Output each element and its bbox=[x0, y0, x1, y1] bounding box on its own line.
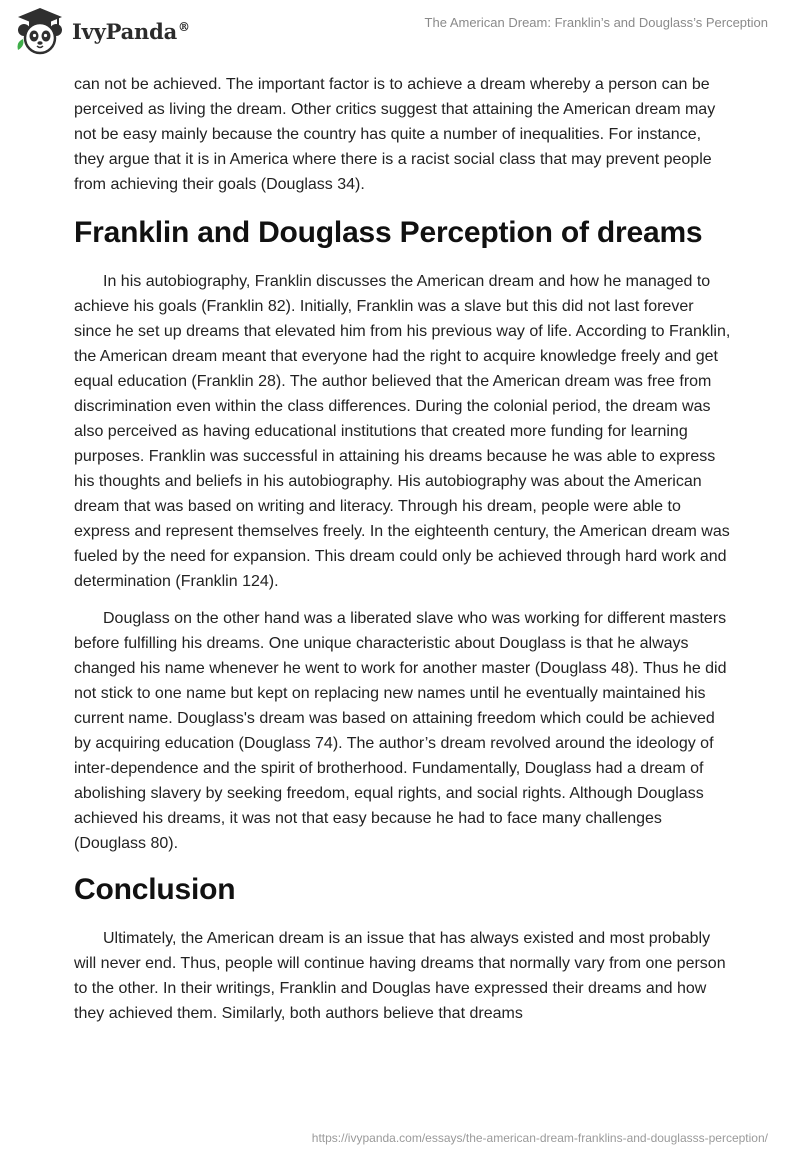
paragraph-douglass: Douglass on the other hand was a liberated slave who was working for different masters before fulfilling his dreams. One unique characteristic about Douglass is that he always changed his name whenever he went to work for another master (Douglass 48). Thus he did not stick to one name but kept on replacing new names until he eventually maintained his current name. Douglass's dream was based on attaining freedom which could be achieved by acquiring education (Douglass 74). The author’s dream revolved around the ideology of inter-dependence and the spirit of brotherhood. Fundamentally, Douglass had a dream of abolishing slavery by seeking freedom, equal rights, and social rights. Although Douglass achieved his dreams, it was not that easy because he had to face many challenges (Douglass 80). bbox=[74, 610, 727, 852]
section-heading-conclusion: Conclusion bbox=[74, 873, 236, 906]
intro-paragraph: can not be achieved. The important factor is to achieve a dream whereby a person can be perceived as living the dream. Other critics suggest that attaining the American dream may not be easy mainly because the country has quite a number of inequalities. For instance, they argue that it is in America where there is a racist social class that may prevent people from achieving their goals (Douglass 34). bbox=[74, 76, 716, 193]
running-title: The American Dream: Franklin’s and Douglass’s Perception bbox=[424, 15, 768, 30]
source-url[interactable]: https://ivypanda.com/essays/the-american-dream-franklins-and-douglasss-perception/ bbox=[311, 1131, 768, 1145]
paragraph-franklin: In his autobiography, Franklin discusses the American dream and how he managed to achieve his goals (Franklin 82). Initially, Franklin was a slave but this did not last forever since he set up dreams that elevated him from his previous way of life. According to Franklin, the American dream meant that everyone had the right to acquire knowledge freely and get equal education (Franklin 28). The author believed that the American dream was free from discrimination even within the class differences. During the colonial period, the dream was also perceived as having educational institutions that created more funding for learning purposes. Franklin was successful in attaining his dreams because he was able to express his thoughts and beliefs in his autobiography. His autobiography was about the American dream that was based on writing and literacy. Through his dream, people were able to express and represent themselves freely. In the eighteenth century, the American dream was fueled by the need for expansion. This dream could only be achieved through hard work and determination (Franklin 124). bbox=[74, 273, 731, 590]
paragraph-conclusion: Ultimately, the American dream is an issue that has always existed and most probably will never end. Thus, people will continue having dreams that normally vary from one person to the other. In their writings, Franklin and Douglas have expressed their dreams and how they achieved them. Similarly, both authors believe that dreams bbox=[74, 930, 726, 1022]
panda-graduate-icon bbox=[14, 6, 66, 56]
logo[interactable] bbox=[14, 6, 190, 56]
registered-mark: ® bbox=[178, 19, 190, 34]
page-header bbox=[0, 0, 800, 62]
section-heading-perception: Franklin and Douglass Perception of dreams bbox=[74, 216, 703, 249]
essay-content bbox=[74, 72, 734, 1026]
logo-text: IvyPanda® bbox=[72, 18, 190, 44]
